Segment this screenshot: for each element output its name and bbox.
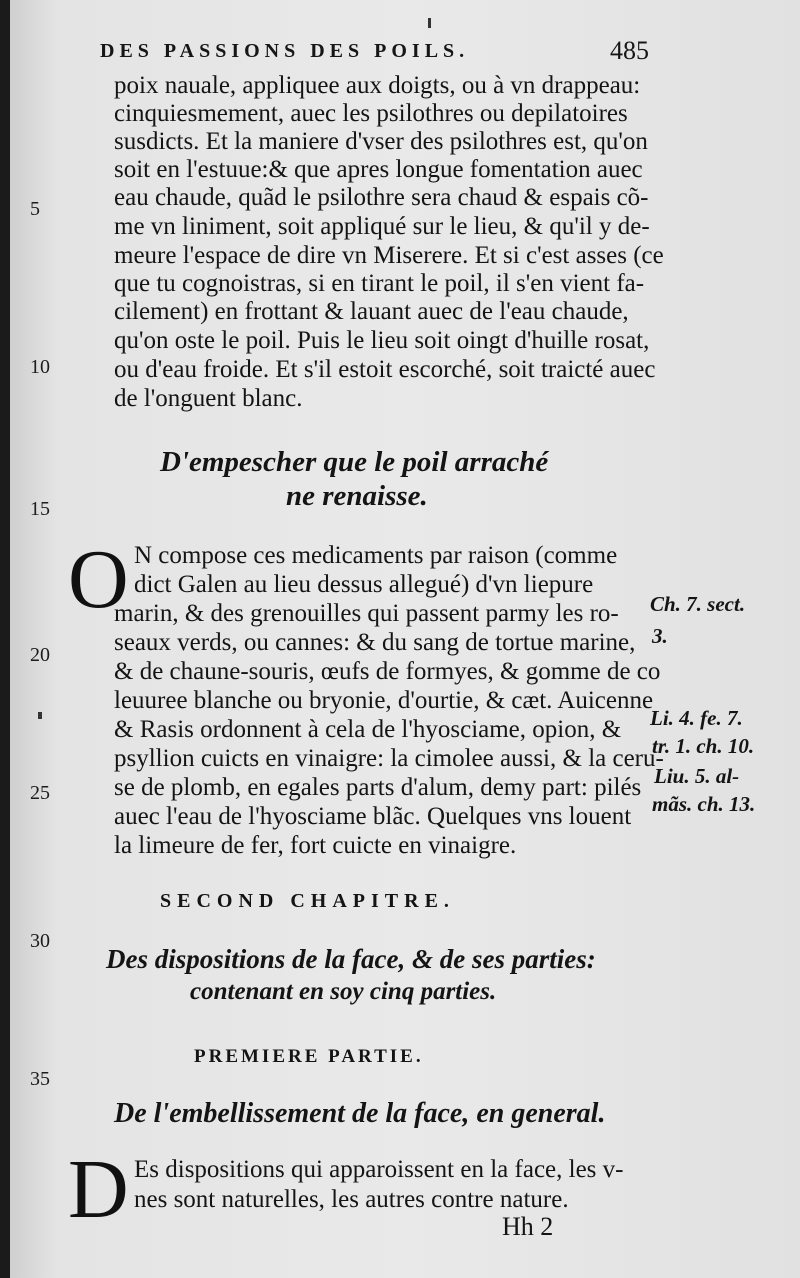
book-page xyxy=(10,0,800,1278)
text-line: seaux verds, ou cannes: & du sang de tortue marine, xyxy=(114,629,636,656)
line-number: 10 xyxy=(30,356,50,378)
marginal-note: mãs. ch. 13. xyxy=(652,792,756,816)
text-line: eau chaude, quãd le psilothre sera chaud & espais cõ- xyxy=(114,184,649,211)
line-number: 5 xyxy=(30,198,40,220)
line-number: 15 xyxy=(30,498,50,520)
part-heading: De l'embellissement de la face, en general. xyxy=(114,1098,606,1129)
line-number: 30 xyxy=(30,930,50,952)
text-line: & de chaune-souris, œufs de formyes, & gomme de co xyxy=(114,658,661,685)
drop-cap: O xyxy=(68,533,129,626)
text-line: susdicts. Et la maniere d'vser des psilothres est, qu'on xyxy=(114,128,648,155)
text-line: meure l'espace de dire vn Miserere. Et si c'est asses (ce xyxy=(114,242,664,269)
text-line: poix nauale, appliquee aux doigts, ou à vn drappeau: xyxy=(114,72,641,99)
text-line: ou d'eau froide. Et s'il estoit escorché, soit traicté auec xyxy=(114,356,656,383)
text-line: psyllion cuicts en vinaigre: la cimolee aussi, & la ceru- xyxy=(114,745,664,772)
margin-dot xyxy=(38,712,42,719)
text-line: nes sont naturelles, les autres contre nature. xyxy=(134,1186,569,1213)
text-line: cinquiesmement, auec les psilothres ou depilatoires xyxy=(114,100,628,127)
page-edge-mark xyxy=(428,18,431,28)
line-number: 20 xyxy=(30,644,50,666)
text-line: Es dispositions qui apparoissent en la face, les v- xyxy=(134,1156,624,1183)
signature-mark: Hh 2 xyxy=(502,1212,554,1241)
chapter-heading: Des dispositions de la face, & de ses parties: xyxy=(106,944,596,974)
chapter-title: SECOND CHAPITRE. xyxy=(160,890,455,912)
text-line: qu'on oste le poil. Puis le lieu soit oingt d'huille rosat, xyxy=(114,327,650,354)
text-line: la limeure de fer, fort cuicte en vinaigre. xyxy=(114,832,517,859)
chapter-heading: contenant en soy cinq parties. xyxy=(190,978,497,1005)
text-line: leuuree blanche ou bryonie, d'ourtie, & cæt. Auicenne xyxy=(114,687,654,714)
marginal-note: 3. xyxy=(652,624,668,648)
part-title: PREMIERE PARTIE. xyxy=(194,1046,424,1067)
drop-cap: D xyxy=(68,1143,129,1236)
line-number: 35 xyxy=(30,1068,50,1090)
marginal-note: Ch. 7. sect. xyxy=(650,592,746,616)
marginal-note: Liu. 5. al- xyxy=(654,764,740,788)
text-line: de l'onguent blanc. xyxy=(114,385,303,412)
running-head: DES PASSIONS DES POILS. xyxy=(100,40,470,62)
text-line: & Rasis ordonnent à cela de l'hyosciame, opion, & xyxy=(114,716,622,743)
text-line: cilement) en frottant & lauant auec de l'eau chaude, xyxy=(114,298,629,325)
section-heading: ne renaisse. xyxy=(286,480,428,512)
text-line: auec l'eau de l'hyosciame blãc. Quelques vns louent xyxy=(114,803,632,830)
text-line: N compose ces medicaments par raison (comme xyxy=(134,542,618,569)
text-line: se de plomb, en egales parts d'alum, demy part: pilés xyxy=(114,774,642,801)
text-line: marin, & des grenouilles qui passent parmy les ro- xyxy=(114,600,619,627)
page-number: 485 xyxy=(610,36,649,65)
text-line: que tu cognoistras, si en tirant le poil, il s'en vient fa- xyxy=(114,270,645,297)
line-number: 25 xyxy=(30,782,50,804)
text-line: dict Galen au lieu dessus allegué) d'vn liepure xyxy=(134,571,594,598)
marginal-note: Li. 4. fe. 7. xyxy=(650,706,743,730)
text-line: soit en l'estuue:& que apres longue fomentation auec xyxy=(114,156,643,183)
text-line: me vn liniment, soit appliqué sur le lieu, & qu'il y de- xyxy=(114,213,650,240)
section-heading: D'empescher que le poil arraché xyxy=(160,446,549,478)
marginal-note: tr. 1. ch. 10. xyxy=(652,734,755,758)
